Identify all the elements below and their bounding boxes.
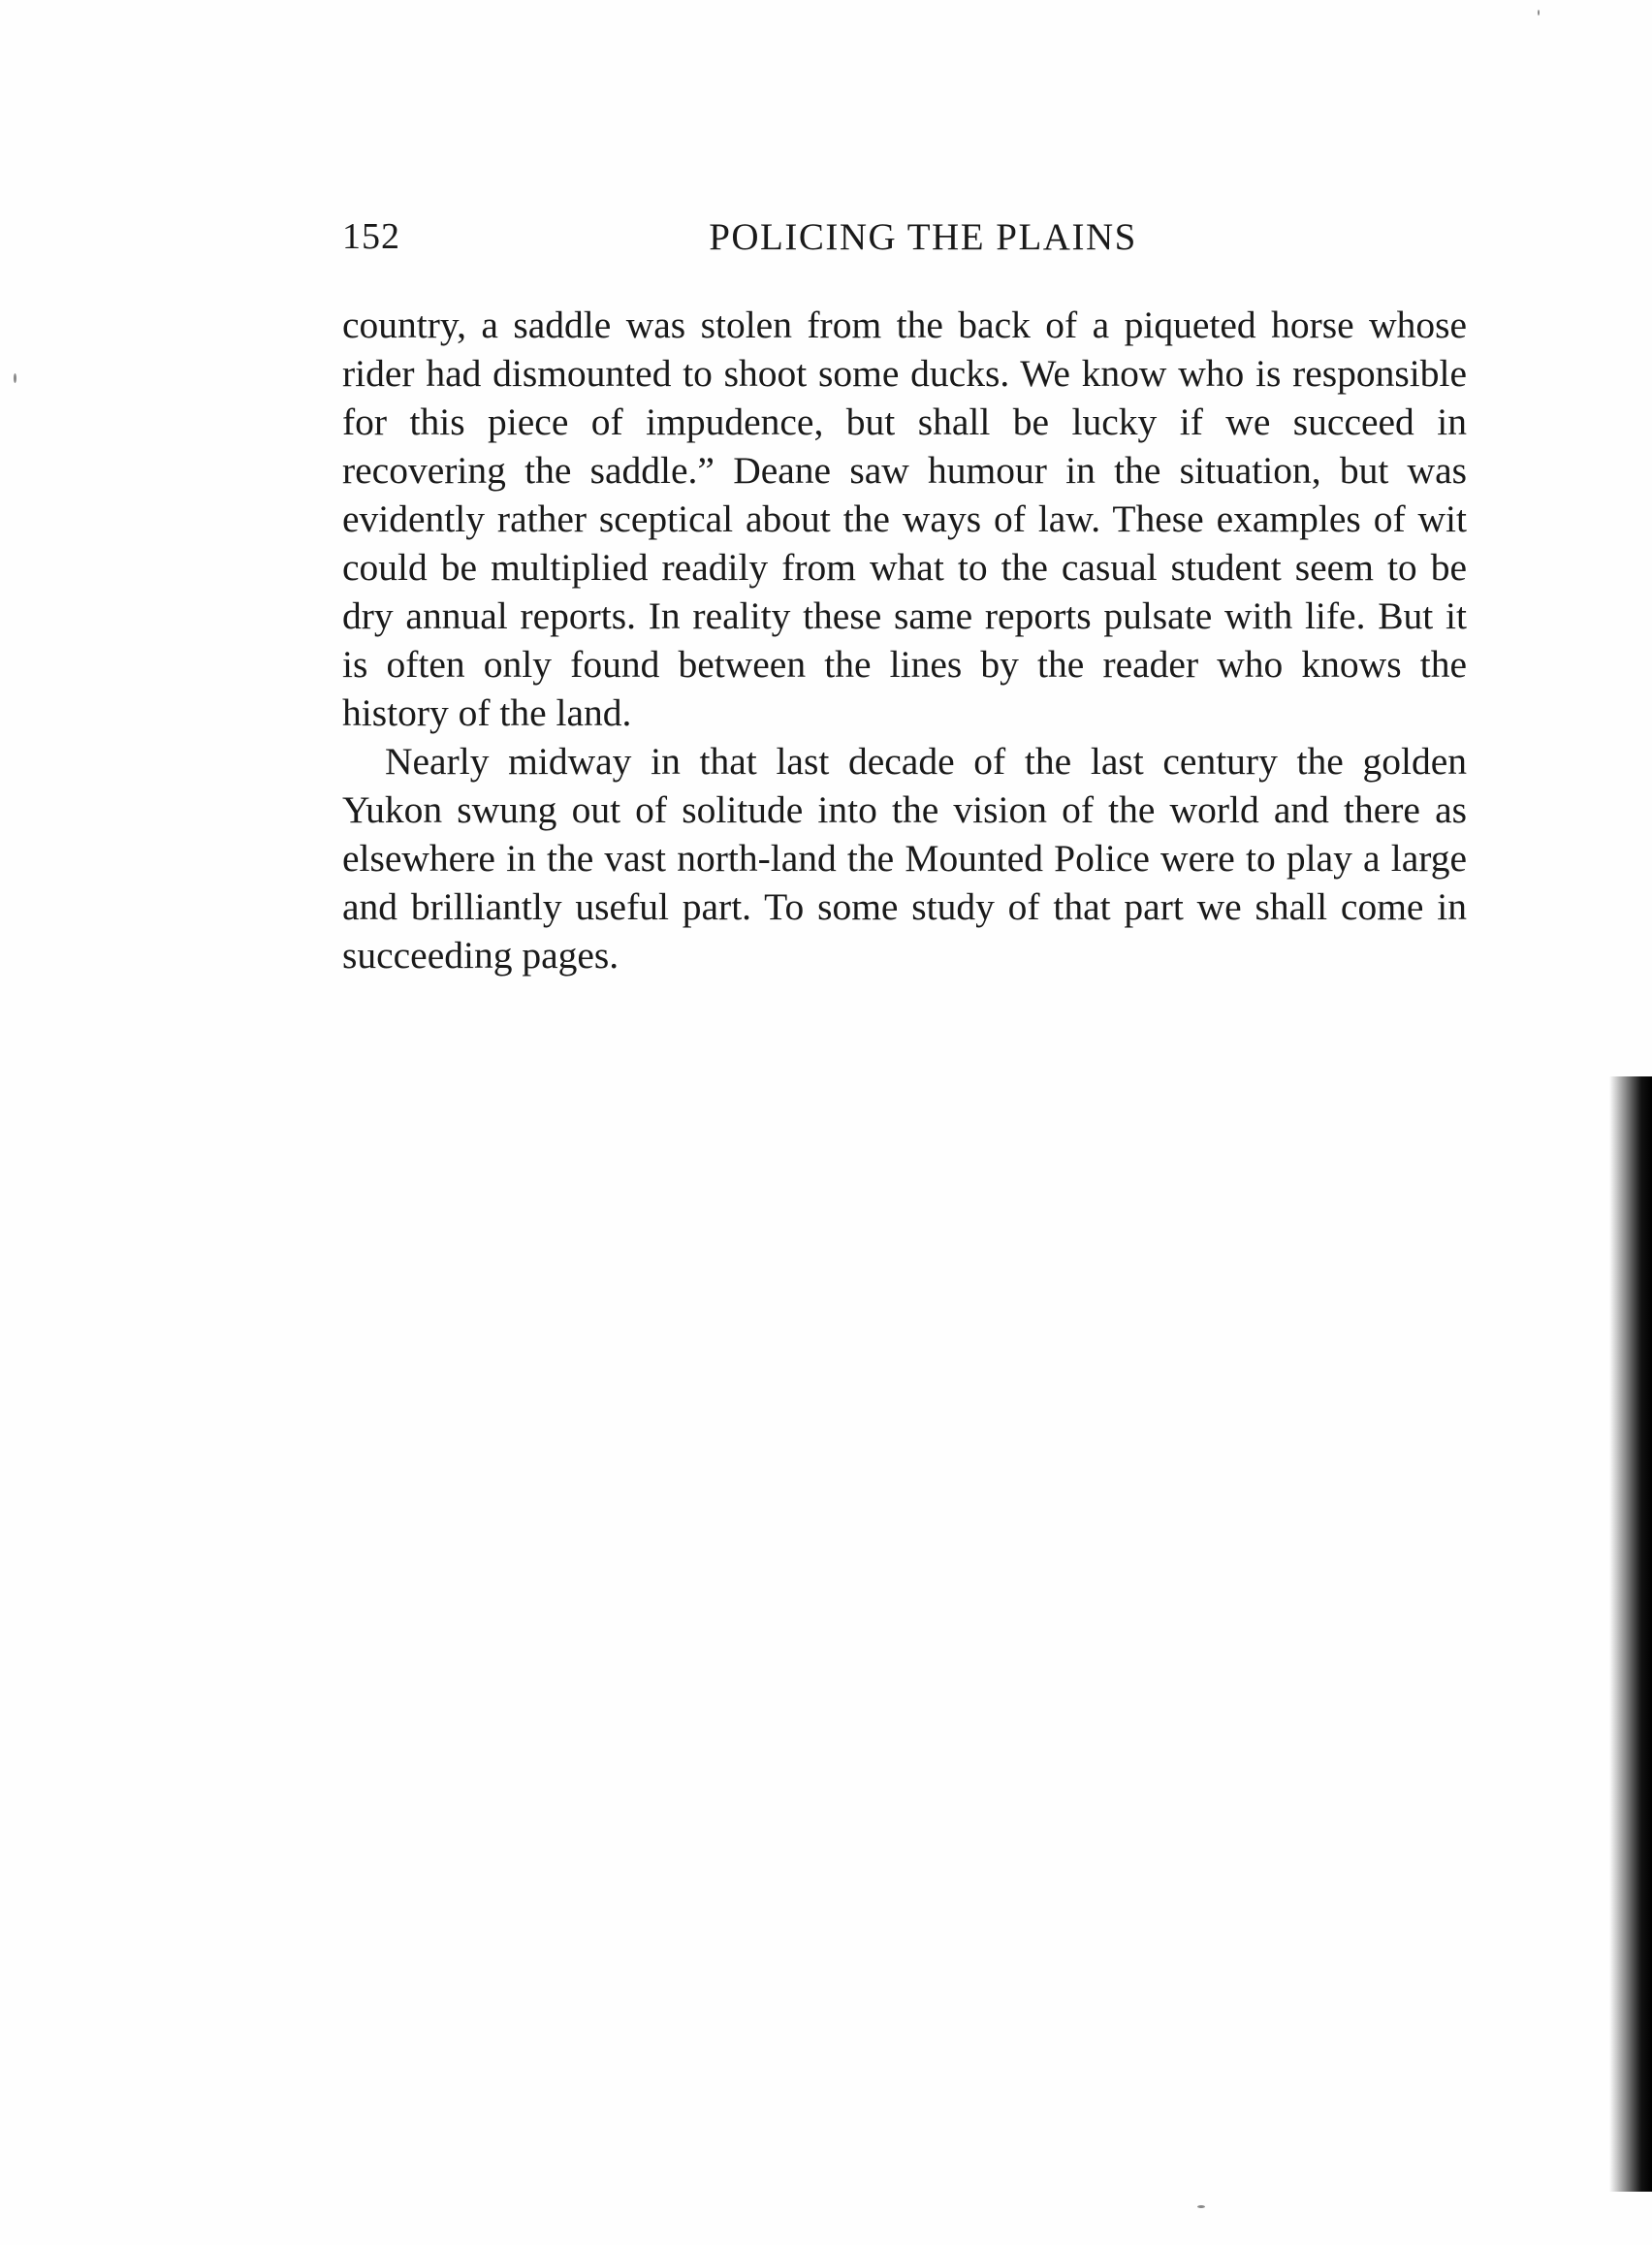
scan-speck <box>1538 10 1540 16</box>
page-number: 152 <box>342 216 400 257</box>
body-text <box>342 301 1467 979</box>
scan-speck <box>1197 2205 1205 2208</box>
paragraph-continued: country, a saddle was stolen from the back of a piqueted horse whose rider had dismounted to shoot some ducks. We know who is responsible for this piece of impudence, but shall be lucky if we succeed in recovering the saddle.” Deane saw humour in the situation, but was evidently rather sceptical about the ways of law. These examples of wit could be multiplied readily from what to the casual student seem to be dry annual reports. In reality these same reports pulsate with life. But it is often only found between the lines by the reader who knows the history of the land. <box>342 304 1467 734</box>
running-head <box>342 215 1465 270</box>
running-title: POLICING THE PLAINS <box>709 216 1137 258</box>
page-edge-shadow <box>1609 1076 1652 2192</box>
paragraph-yukon: Nearly midway in that last decade of the last century the golden Yukon swung out of solitude into the vision of the world and there as elsewhere in the vast north-land the Mounted Police were to play a large and brilliantly useful part. To some study of that part we shall come in succeeding pages. <box>342 740 1467 977</box>
scan-speck <box>14 373 16 383</box>
